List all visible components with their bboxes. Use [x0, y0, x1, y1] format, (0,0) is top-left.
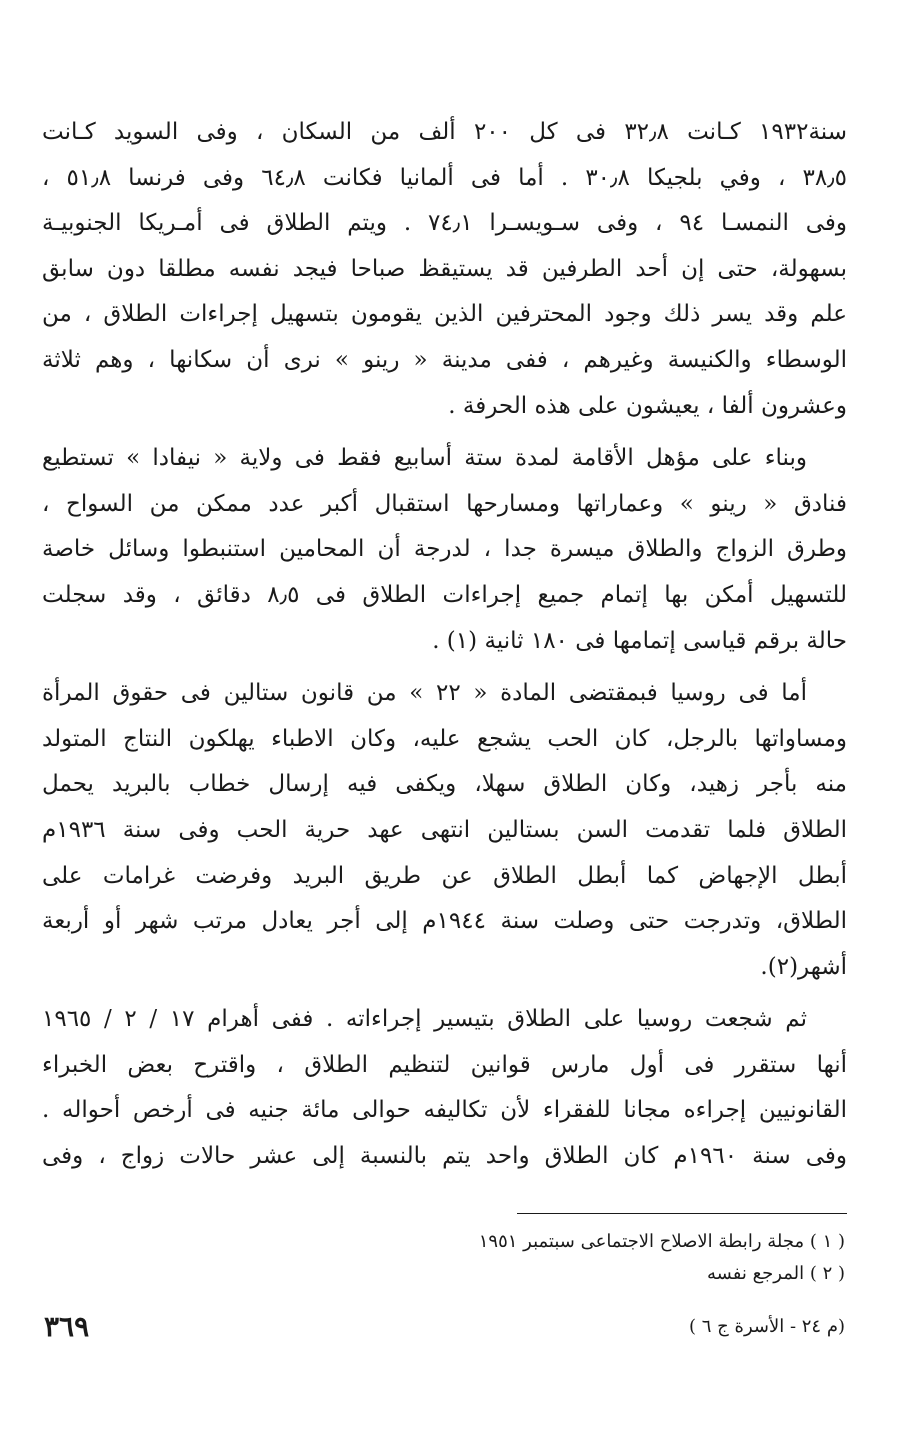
paragraph-4 — [42, 997, 847, 1179]
footnote-1: ( ١ ) مجلة رابطة الاصلاح الاجتماعى سبتمبر ١٩٥١ — [478, 1231, 845, 1252]
text-line: أشهر(٢). — [760, 953, 847, 980]
text-line: أما فى روسيا فبمقتضى المادة « ٢٢ » من قانون ستالين فى حقوق المرأة — [42, 680, 807, 707]
text-line: منه بأجر زهيد، وكان الطلاق سهلا، ويكفى فيه إرسال خطاب بالبريد يحمل — [42, 771, 847, 798]
text-line: أبطل الإجهاض كما أبطل الطلاق عن طريق البريد وفرضت غرامات على — [42, 862, 847, 889]
text-line: القانونيين إجراءه مجانا للفقراء لأن تكاليفه حوالى مائة جنيه فى أرخص أحواله . — [42, 1097, 847, 1124]
paragraph-3 — [42, 671, 847, 990]
text-line: وفى النمسـا ٩٤ ، وفى سـويسـرا ٧٤٫١ . ويتم الطلاق فى أمـريكا الجنوبيـة — [42, 210, 847, 237]
text-line: أنها ستقرر فى أول مارس قوانين لتنظيم الطلاق ، واقترح بعض الخبراء — [42, 1051, 847, 1078]
text-line: الوسطاء والكنيسة وغيرهم ، ففى مدينة « رينو » نرى أن سكانها ، وهم ثلاثة — [42, 346, 847, 373]
text-line: ٣٨٫٥ ، وفي بلجيكا ٣٠٫٨ . أما فى ألمانيا فكانت ٦٤٫٨ وفى فرنسا ٥١٫٨ ، — [42, 164, 847, 191]
text-line: ثم شجعت روسيا على الطلاق بتيسير إجراءاته . ففى أهرام ١٧ / ٢ / ١٩٦٥ — [42, 1006, 808, 1033]
text-line: الطلاق، وتدرجت حتى وصلت سنة ١٩٤٤م إلى أجر يعادل مرتب شهر أو أربعة — [42, 908, 847, 935]
text-line: سنة١٩٣٢ كـانت ٣٢٫٨ فى كل ٢٠٠ ألف من السكان ، وفى السويد كـانت — [42, 119, 847, 145]
text-line: للتسهيل أمكن بها إتمام جميع إجراءات الطلاق فى ٨٫٥ دقائق ، وقد سجلت — [42, 581, 847, 608]
page-number: ٣٦٩ — [44, 1310, 90, 1343]
paragraph-1 — [42, 110, 847, 429]
text-line: بسهولة، حتى إن أحد الطرفين قد يستيقظ صباحا فيجد نفسه مطلقا دون سابق — [42, 255, 847, 282]
text-line: وبناء على مؤهل الأقامة لمدة ستة أسابيع فقط فى ولاية « نيفادا » تستطيع — [42, 445, 807, 472]
footnotes — [245, 1226, 845, 1290]
paragraph-2 — [42, 436, 847, 664]
text-line: وطرق الزواج والطلاق ميسرة جدا ، لدرجة أن المحامين استنبطوا وسائل خاصة — [42, 536, 847, 563]
text-line: وعشرون ألفا ، يعيشون على هذه الحرفة . — [448, 392, 847, 419]
text-line: ومساواتها بالرجل، كان الحب يشجع عليه، وكان الاطباء يهلكون النتاج المتولد — [42, 725, 847, 752]
text-line: فنادق « رينو » وعماراتها ومسارحها استقبال أكبر عدد ممكن من السواح ، — [42, 490, 847, 517]
text-line: علم وقد يسر ذلك وجود المحترفين الذين يقومون بتسهيل إجراءات الطلاق ، من — [42, 301, 847, 328]
text-line: وفى سنة ١٩٦٠م كان الطلاق واحد يتم بالنسبة إلى عشر حالات زواج ، وفى — [42, 1143, 847, 1170]
signature-mark: (م ٢٤ - الأسرة ج ٦ ) — [689, 1316, 845, 1337]
footnote-divider — [517, 1213, 847, 1214]
text-line: الطلاق فلما تقدمت السن بستالين انتهى عهد حرية الحب وفى سنة ١٩٣٦م — [42, 816, 847, 843]
page-body — [42, 110, 847, 1180]
text-line: حالة برقم قياسى إتمامها فى ١٨٠ ثانية (١) . — [432, 627, 847, 654]
footnote-2: ( ٢ ) المرجع نفسه — [707, 1263, 845, 1284]
